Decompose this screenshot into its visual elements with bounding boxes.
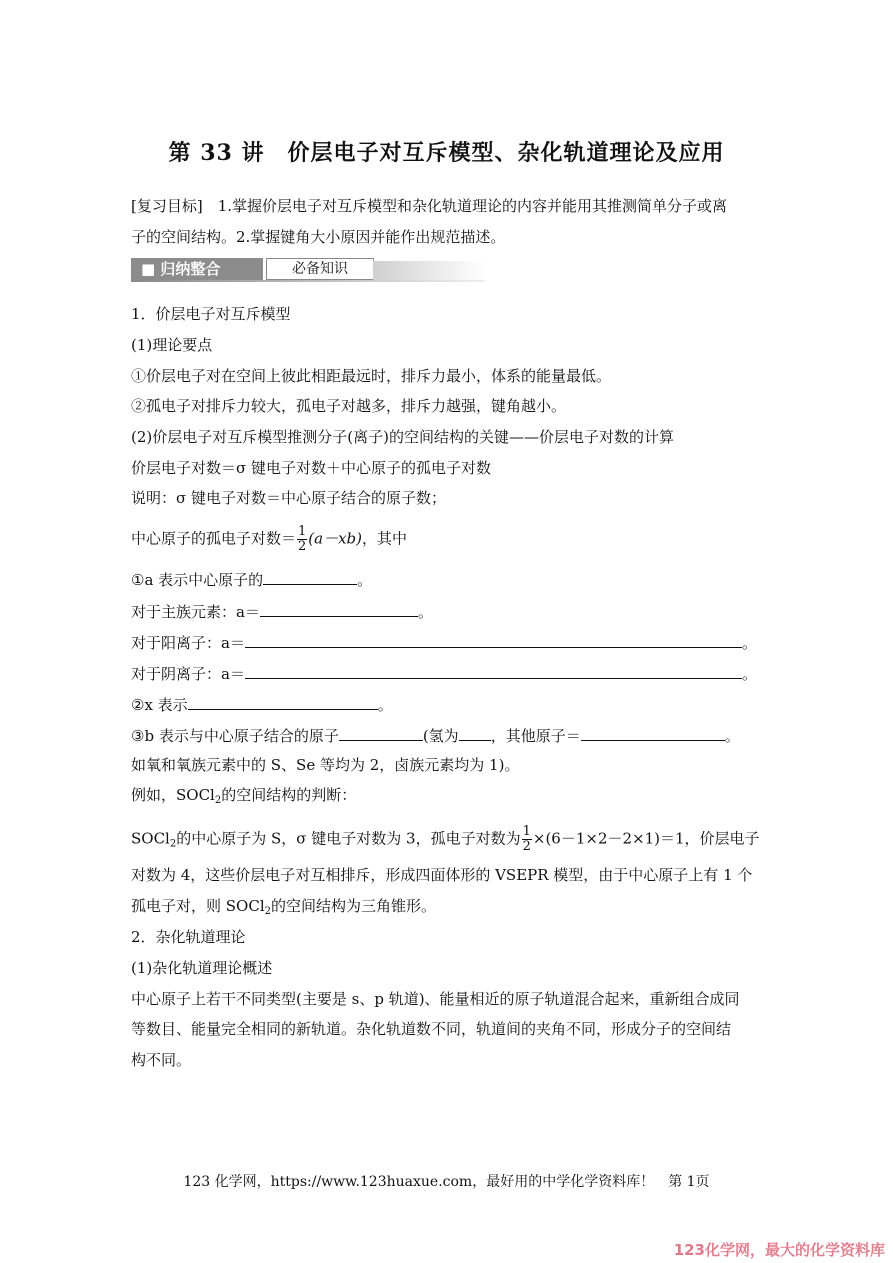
banner-summary-label: ■ 归纳整合: [131, 258, 263, 280]
blank-hydrogen[interactable]: [459, 724, 491, 741]
anion-line: [131, 662, 757, 684]
a-definition: [131, 568, 372, 590]
hybrid-paragraph-line-2: 等数目、能量完全相同的新轨道。杂化轨道数不同，轨道间的夹角不同，形成分子的空间结: [131, 1020, 732, 1038]
b-other-text: ，其他原子＝: [490, 727, 581, 745]
fraction-numerator: 1: [298, 524, 307, 539]
socl2-expl-a: SOCl: [131, 829, 170, 848]
x-definition-text: ②x 表示: [131, 696, 188, 714]
socl2-expl3-b: 的空间结构为三角锥形。: [271, 897, 437, 915]
a-definition-text: ①a 表示中心原子的: [131, 571, 264, 589]
main-group-text: 对于主族元素：a＝: [131, 603, 260, 621]
lone-pair-formula: [131, 525, 407, 554]
blank-cation[interactable]: [245, 631, 742, 648]
fraction-denominator: 2: [522, 839, 531, 854]
banner-essential-knowledge-label: 必备知识: [266, 258, 374, 280]
socl2-intro-a: 例如，SOCl: [131, 786, 215, 804]
blank-other-atoms[interactable]: [581, 724, 725, 741]
point-2: ②孤电子对排斥力较大，孤电子对越多，排斥力越强，键角越小。: [131, 397, 567, 415]
socl2-expl-b: 的中心原子为 S，σ 键电子对数为 3，孤电子对数为: [176, 829, 521, 848]
period: 。: [741, 665, 757, 683]
sigma-bond-note: 说明：σ 键电子对数＝中心原子结合的原子数；: [131, 489, 447, 507]
subscript-2: 2: [214, 795, 222, 806]
section-banner: [131, 258, 485, 282]
lone-pair-formula-suffix: ，其中: [362, 529, 408, 548]
socl2-intro-b: 的空间结构的判断：: [221, 786, 357, 804]
subheading-theory-points: (1)理论要点: [131, 336, 213, 354]
socl2-explanation-line-3: [131, 896, 436, 922]
fraction-numerator: 1: [522, 824, 531, 839]
blank-main-group[interactable]: [260, 600, 418, 617]
anion-text: 对于阴离子：a＝: [131, 665, 245, 683]
b-definition-text: ③b 表示与中心原子结合的原子: [131, 727, 339, 745]
half-fraction: [522, 825, 532, 854]
period: 。: [741, 634, 757, 652]
cation-text: 对于阳离子：a＝: [131, 634, 245, 652]
page-title: 第 33 讲 价层电子对互斥模型、杂化轨道理论及应用: [168, 140, 725, 166]
socl2-explanation-line-2: 对数为 4，这些价层电子对互相排斥，形成四面体形的 VSEPR 模型，由于中心原子上有 1 个: [131, 866, 753, 884]
period: 。: [417, 603, 433, 621]
fraction-denominator: 2: [298, 539, 307, 554]
b-example: 如氧和氧族元素中的 S、Se 等均为 2，卤族元素均为 1)。: [131, 756, 520, 774]
page-footer: 123 化学网，https://www.123huaxue.com，最好用的中学化学资料库！ 第 1页: [183, 1174, 710, 1190]
period: 。: [724, 727, 740, 745]
hybrid-paragraph-line-1: 中心原子上若干不同类型(主要是 s、p 轨道)、能量相近的原子轨道混合起来，重新组合成同: [131, 990, 740, 1008]
review-objectives-line-2: 子的空间结构。2.掌握键角大小原因并能作出规范描述。: [131, 228, 506, 246]
site-watermark: 123化学网，最大的化学资料库: [673, 1241, 885, 1259]
socl2-explanation-line-1: [131, 825, 760, 855]
hybrid-paragraph-line-3: 构不同。: [131, 1051, 192, 1069]
socl2-expl-c: ×(6－1×2－2×1)＝1，价层电子: [532, 829, 760, 848]
banner-underline: [131, 280, 485, 282]
subheading-hybrid-overview: (1)杂化轨道理论概述: [131, 959, 273, 977]
lone-pair-expression: (a－xb): [308, 529, 363, 548]
section-1-heading: 1．价层电子对互斥模型: [131, 305, 291, 323]
half-fraction: [297, 525, 307, 554]
subscript-2: 2: [169, 838, 177, 850]
b-definition: [131, 724, 740, 746]
point-1: ①价层电子对在空间上彼此相距最远时，排斥力最小，体系的能量最低。: [131, 367, 612, 385]
cation-line: [131, 631, 757, 653]
blank-a-meaning[interactable]: [263, 568, 357, 585]
x-definition: [131, 693, 393, 715]
section-2-heading: 2．杂化轨道理论: [131, 928, 246, 946]
socl2-example-intro: [131, 785, 356, 811]
b-hydrogen-text: (氢为: [422, 727, 459, 745]
subheading-vsepr-key: (2)价层电子对互斥模型推测分子(离子)的空间结构的关键——价层电子对数的计算: [131, 428, 674, 446]
socl2-expl3-a: 孤电子对，则 SOCl: [131, 897, 265, 915]
review-objectives-line-1: [复习目标] 1.掌握价层电子对互斥模型和杂化轨道理论的内容并能用其推测简单分子或离: [131, 197, 728, 215]
period: 。: [357, 571, 373, 589]
blank-x-meaning[interactable]: [188, 693, 378, 710]
subscript-2: 2: [264, 906, 271, 917]
blank-anion[interactable]: [245, 662, 742, 679]
blank-b-meaning[interactable]: [339, 724, 423, 741]
valence-pair-formula: 价层电子对数＝σ 键电子对数＋中心原子的孤电子对数: [131, 459, 492, 477]
main-group-line: [131, 600, 433, 622]
period: 。: [377, 696, 393, 714]
banner-fade-decoration: [373, 261, 485, 281]
lone-pair-formula-prefix: 中心原子的孤电子对数＝: [131, 529, 297, 548]
